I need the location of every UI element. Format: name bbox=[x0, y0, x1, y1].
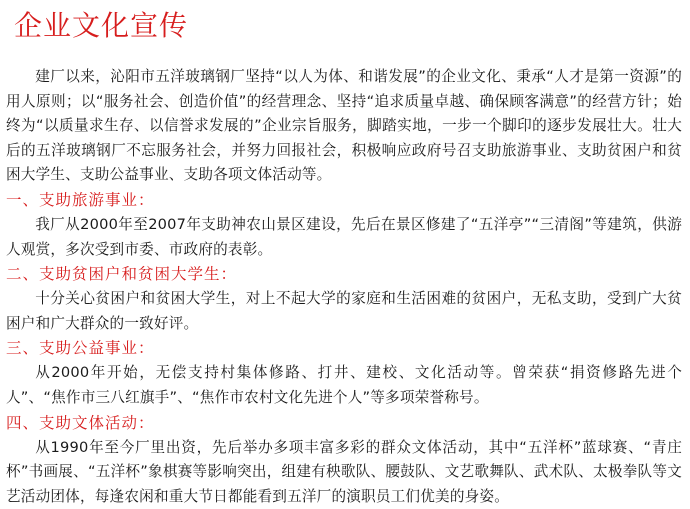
section-heading-public-welfare: 三、支助公益事业： bbox=[6, 339, 155, 358]
intro-paragraph: 建厂以来，沁阳市五洋玻璃钢厂坚持“以人为体、和谐发展”的企业文化、秉承“人才是第一资源”的用人原则；以“服务社会、创造价值”的经营理念、坚持“追求质量卓越、确保顾客满意”的经营方针；始终为“以质量求生存、以信誉求发展的”企业宗旨服务，脚踏实地，一步一个脚印的逐步发展壮大。壮大后的五洋玻璃钢厂不忘服务社会，并努力回报社会，积极响应政府号召支助旅游事业、支助贫困户和贫困大学生、支助公益事业、支助各项文体活动等。 bbox=[6, 68, 682, 184]
section-body-tourism: 我厂从2000年至2007年支助神农山景区建设，先后在景区修建了“五洋亭”“三清阁”等建筑，供游人观赏，多次受到市委、市政府的表彰。 bbox=[6, 215, 682, 258]
section-body-poor-students: 十分关心贫困户和贫困大学生，对上不起大学的家庭和生活困难的贫困户，无私支助，受到广大贫困户和广大群众的一致好评。 bbox=[6, 290, 682, 332]
section-body-public-welfare: 从2000年开始，无偿支持村集体修路、打井、建校、文化活动等。曾荣获“捐资修路先进个人”、“焦作市三八红旗手”、“焦作市农村文化先进个人”等多项荣誉称号。 bbox=[6, 364, 682, 406]
section-body-cultural-sports: 从1990年至今厂里出资，先后举办多项丰富多彩的群众文体活动，其中“五洋杯”蓝球赛、“青庄杯”书画展、“五洋杯”象棋赛等影响突出，组建有秧歌队、腰鼓队、文艺歌舞队、武术队、太极拳队等文艺活动团体，每逢农闲和重大节日都能看到五洋厂的演职员工们优美的身姿。 bbox=[6, 438, 682, 505]
page-title: 企业文化宣传 bbox=[14, 9, 189, 42]
section-heading-tourism: 一、支助旅游事业： bbox=[6, 190, 155, 209]
section-heading-poor-students: 二、支助贫困户和贫困大学生： bbox=[6, 265, 238, 284]
section-heading-cultural-sports: 四、支助文体活动： bbox=[6, 413, 155, 432]
